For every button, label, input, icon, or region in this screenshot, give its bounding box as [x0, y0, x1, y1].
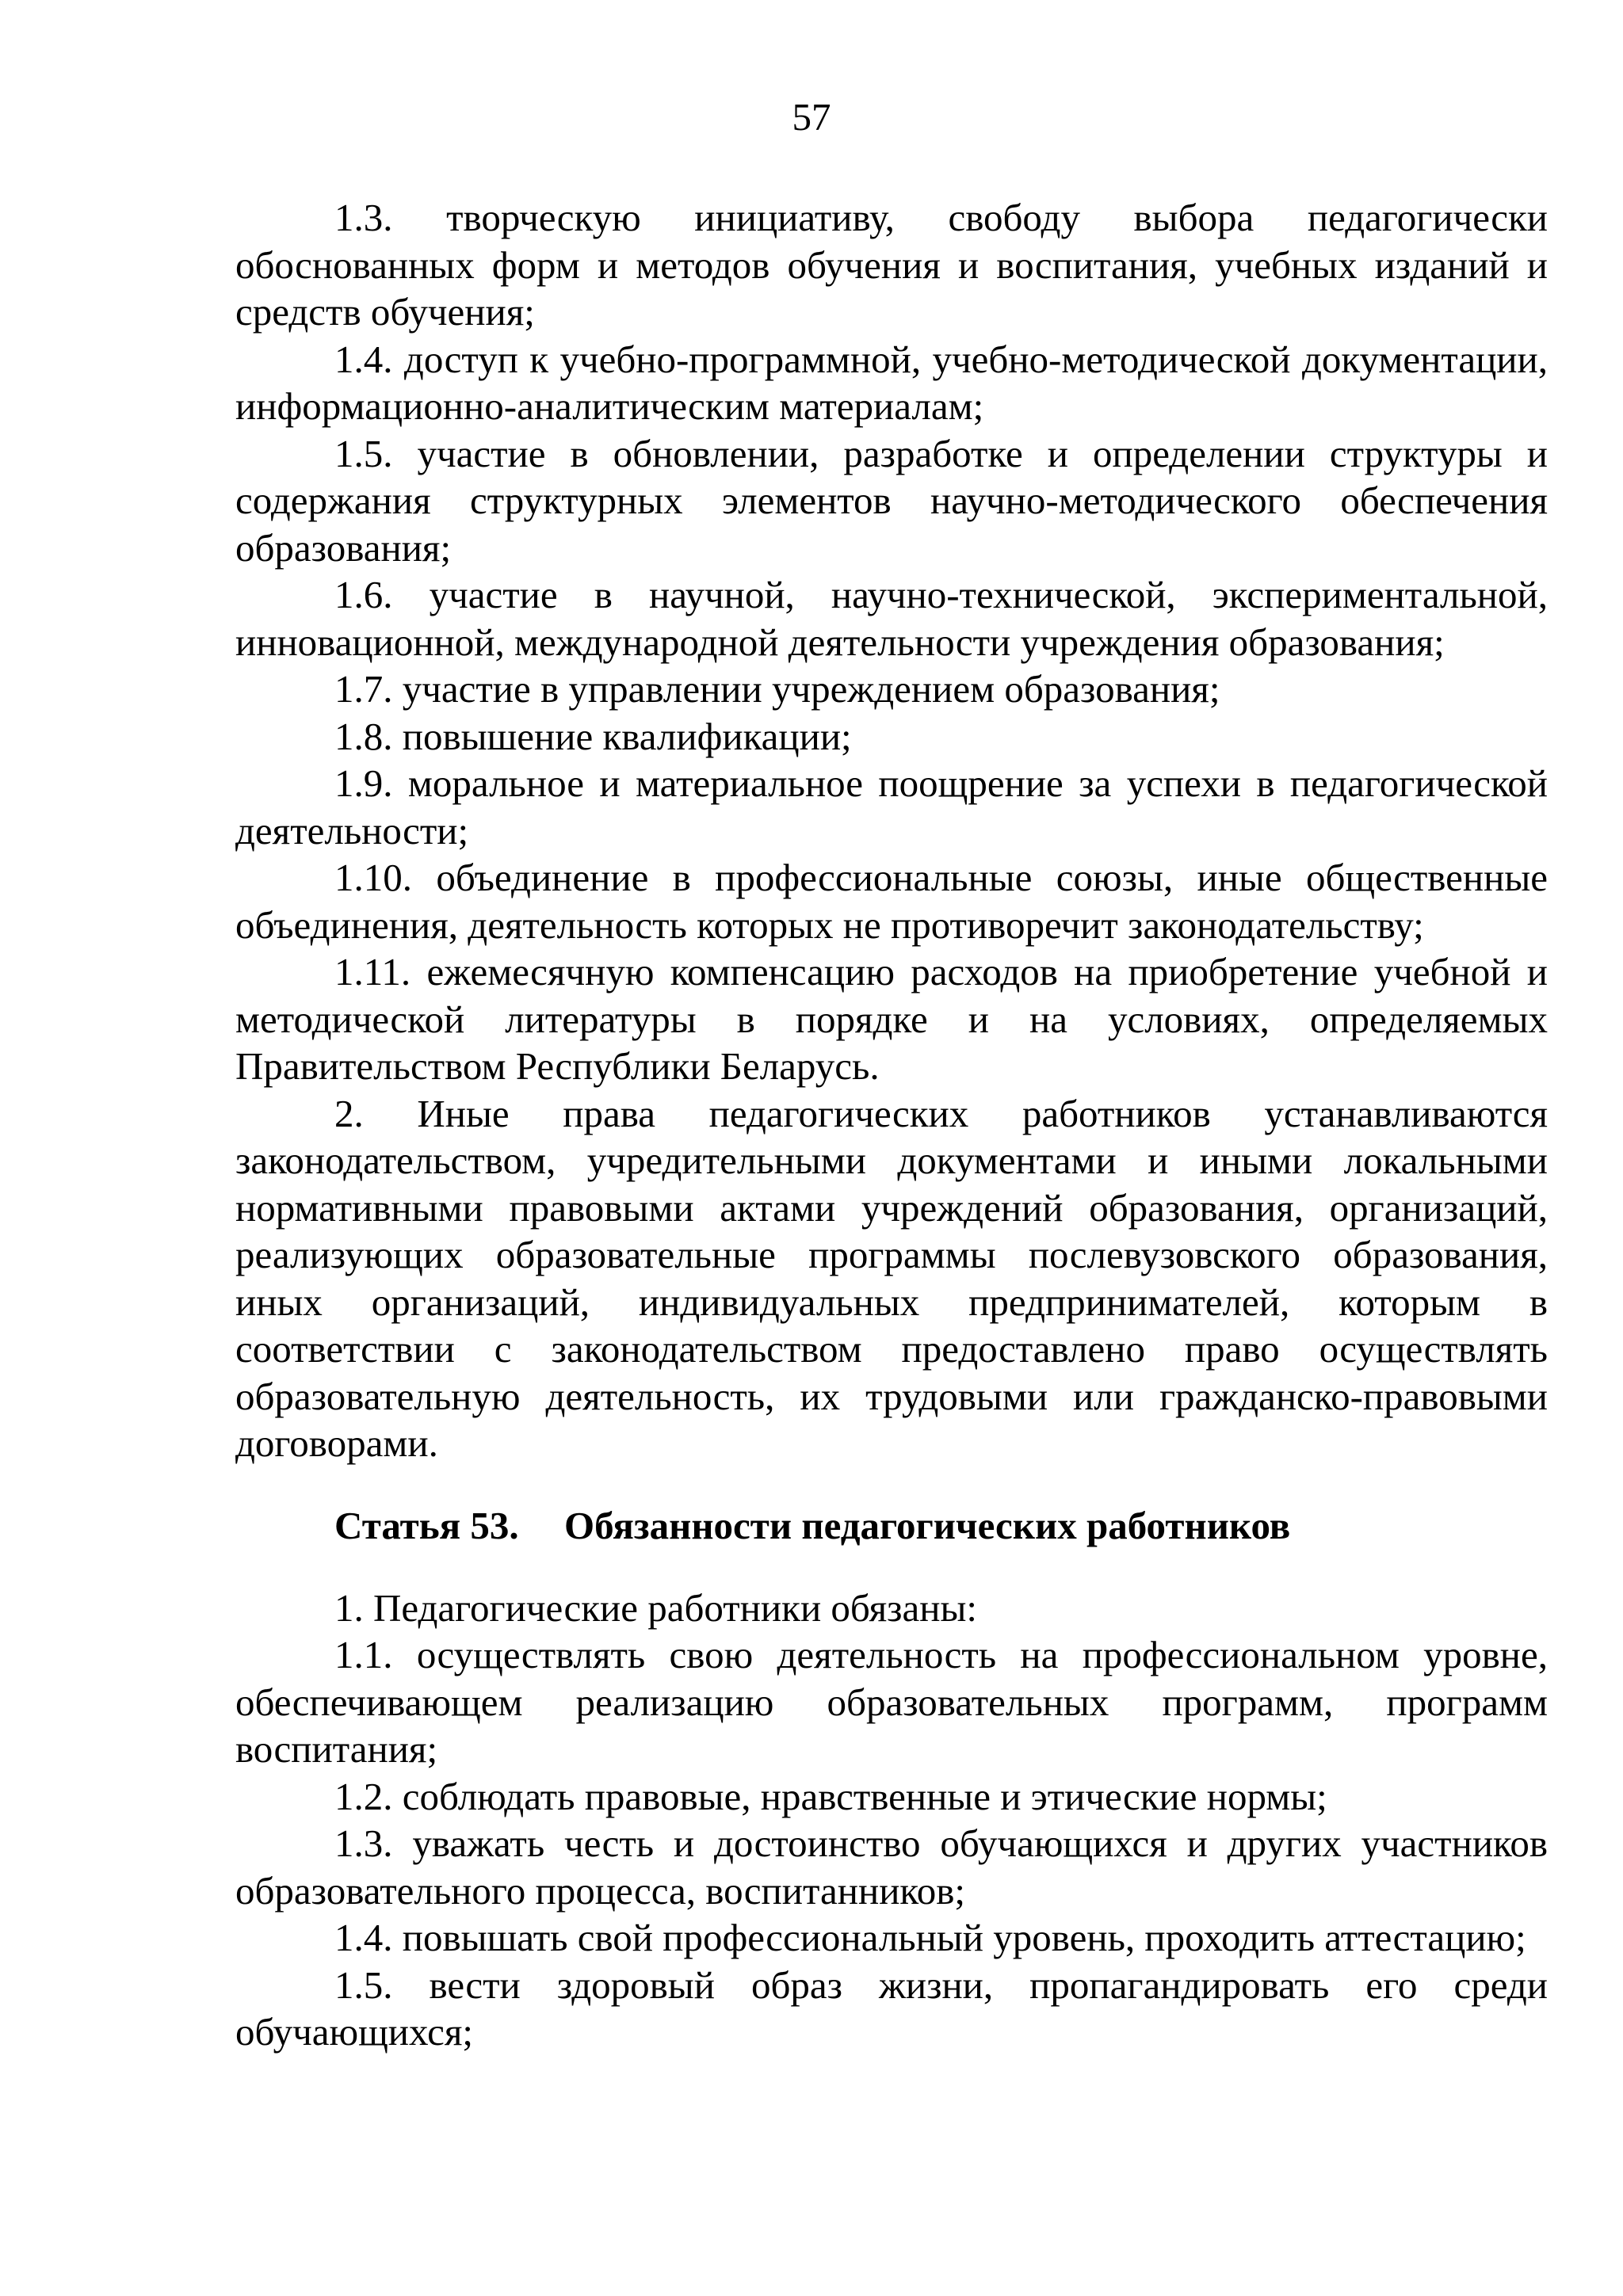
item-text: вести здоровый образ жизни, пропагандировать его среди обучающихся;: [235, 1962, 1549, 2054]
list-item: [235, 1585, 1548, 1632]
item-text: творческую инициативу, свободу выбора педагогически обоснованных форм и методов обучения и воспитания, учебных изданий и средств обучения;: [235, 196, 1548, 334]
list-item: [235, 713, 1548, 761]
list-item: [235, 1962, 1548, 2056]
item-number: 1.9.: [334, 761, 393, 805]
item-text: участие в обновлении, разработке и определении структуры и содержания структурных элементов научно-методического обеспечения образования;: [235, 431, 1549, 570]
item-text: доступ к учебно-программной, учебно-методической документации, информационно-аналитическим материалам;: [235, 337, 1548, 428]
item-text: уважать честь и достоинство обучающихся и других участников образовательного процесса, воспитанников;: [235, 1821, 1548, 1913]
article-label: Статья 53.: [334, 1503, 519, 1547]
list-item: [235, 948, 1548, 1090]
list-item: [235, 1820, 1548, 1914]
list-item: [235, 1914, 1548, 1962]
list-item: [235, 666, 1548, 713]
item-text: соблюдать правовые, нравственные и этические нормы;: [402, 1774, 1327, 1818]
item-number: 1.6.: [334, 573, 393, 616]
item-text: моральное и материальное поощрение за успехи в педагогической деятельности;: [235, 761, 1548, 852]
item-number: 1.1.: [334, 1633, 393, 1676]
item-number: 1.8.: [334, 714, 393, 758]
item-text: Иные права педагогических работников устанавливаются законодательством, учредительными документами и иными локальными нормативными правовыми актами учреждений образования, организаций, реализующих образовательные программы послевузовского образования, иных организаций, индивидуальных предпринимателей, которым в соответствии с законодательством предоставлено право осуществлять образовательную деятельность, их трудовыми или гражданско-правовыми договорами.: [235, 1091, 1548, 1465]
item-number: 1.11.: [334, 950, 411, 994]
item-text: повышение квалификации;: [402, 714, 852, 758]
item-text: участие в управлении учреждением образования;: [402, 667, 1220, 711]
item-text: повышать свой профессиональный уровень, проходить аттестацию;: [402, 1916, 1526, 1959]
item-number: 1.4.: [334, 337, 393, 381]
item-text: ежемесячную компенсацию расходов на приобретение учебной и методической литературы в порядке и на условиях, определяемых Правительством Республики Беларусь.: [235, 950, 1548, 1088]
rights-list: [235, 194, 1548, 1467]
list-item: [235, 430, 1548, 572]
item-number: 1.7.: [334, 667, 393, 711]
item-number: 2.: [334, 1091, 364, 1135]
item-number: 1.3.: [334, 1821, 393, 1865]
list-item: [235, 1773, 1548, 1821]
item-number: 1.5.: [334, 1962, 393, 2007]
list-item: [235, 336, 1548, 430]
list-item: [235, 1631, 1548, 1773]
list-item: [235, 854, 1548, 948]
item-number: 1.5.: [334, 431, 393, 475]
item-number: 1.10.: [334, 856, 412, 899]
article-heading: [235, 1502, 1548, 1550]
item-text: осуществлять свою деятельность на профессиональном уровне, обеспечивающем реализацию образовательных программ, программ воспитания;: [235, 1633, 1549, 1771]
item-text: объединение в профессиональные союзы, иные общественные объединения, деятельность которых не противоречит законодательству;: [235, 856, 1548, 947]
item-text: участие в научной, научно-технической, экспериментальной, инновационной, международной деятельности учреждения образования;: [235, 573, 1548, 664]
duties-list: [235, 1585, 1548, 2056]
list-item: [235, 194, 1548, 336]
article-title: Обязанности педагогических работников: [564, 1503, 1291, 1547]
item-number: 1.2.: [334, 1774, 393, 1818]
item-number: 1.: [334, 1585, 364, 1630]
page-number: 57: [792, 95, 831, 139]
document-body: [235, 194, 1548, 2056]
list-item: [235, 1090, 1548, 1467]
list-item: [235, 571, 1548, 666]
item-text: Педагогические работники обязаны:: [373, 1585, 978, 1630]
item-number: 1.4.: [334, 1916, 393, 1959]
item-number: 1.3.: [334, 196, 393, 239]
list-item: [235, 760, 1548, 854]
